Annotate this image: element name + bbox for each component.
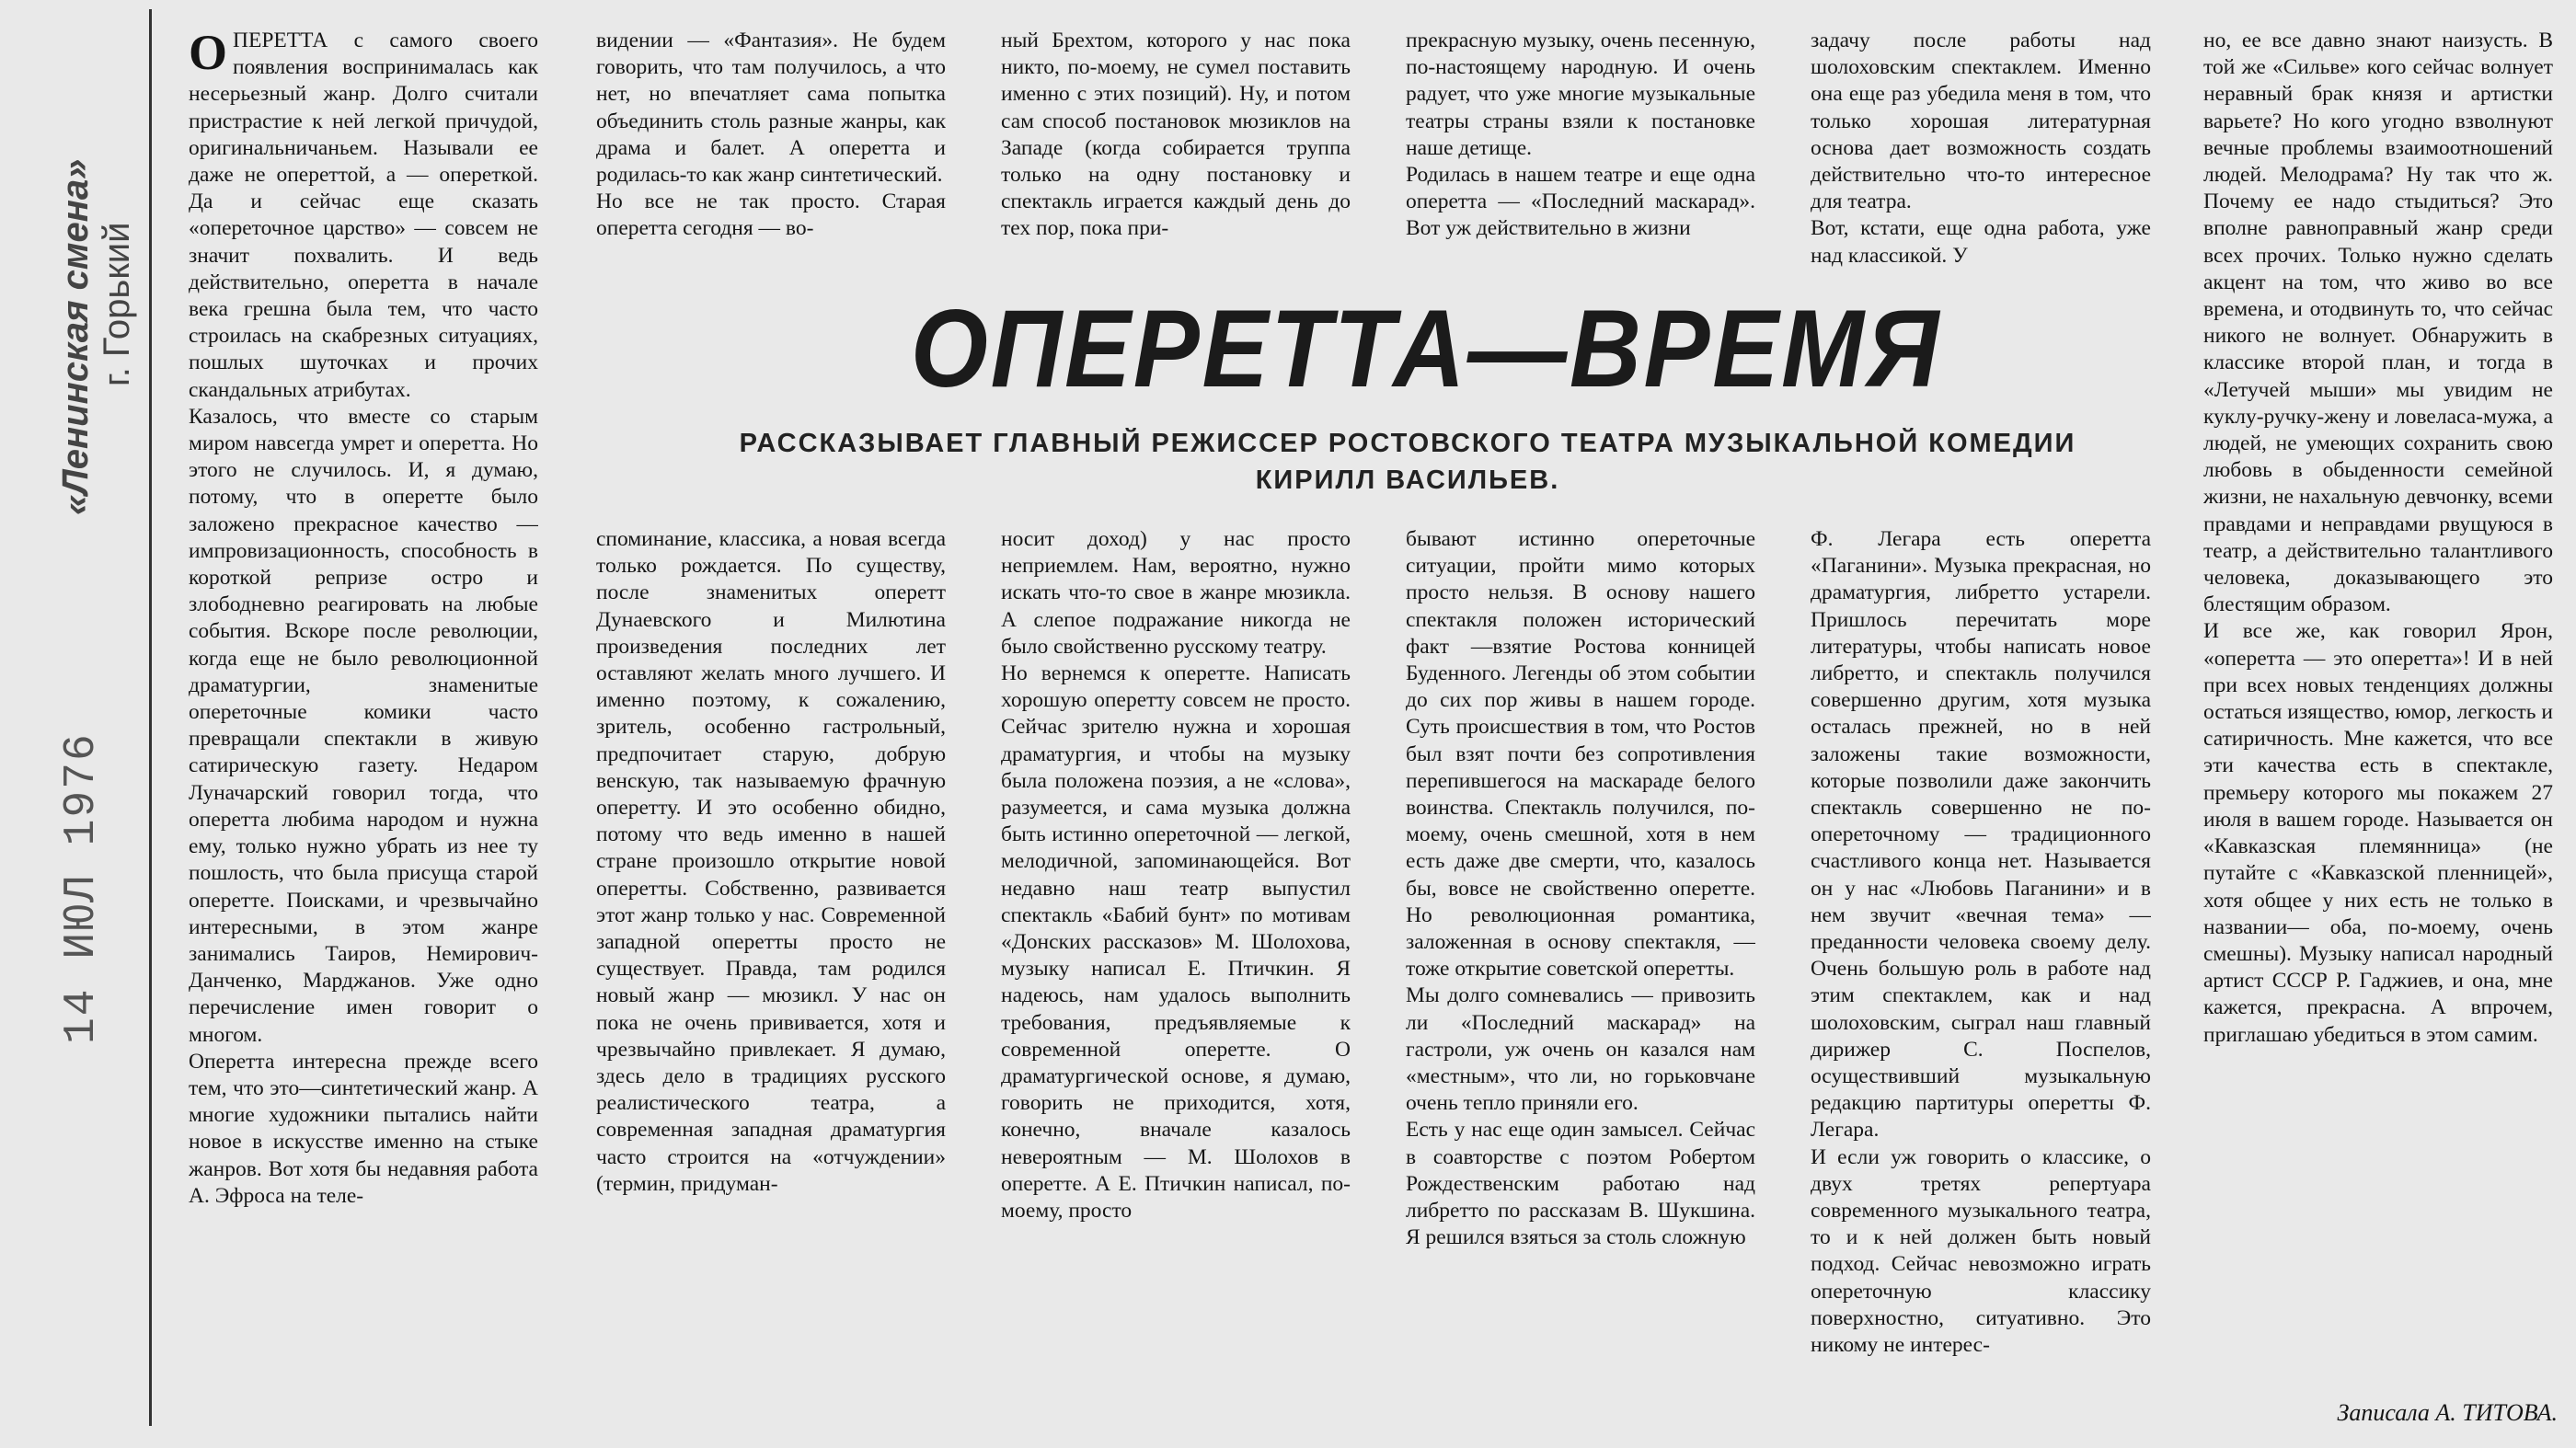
article-column-10: Ф. Легара есть оперетта «Паганини». Музыка прекрасная, но драматургия, либретто устарели. Пришлось перечитать море литературы, чтобы написать новое либретто, и спектакль получился совершенно другим, хотя музыка осталась прежней, но в ней заложены такие возможности, которые позволили даже закончить спектакль совершенно не по-опереточному — традиционного счастливого конца нет. Называется он у нас «Любовь Паганини» и в нем звучит «вечная тема» — преданности человека своему делу. Очень большую роль в работе над этим спектаклем, как и над шолоховским, сыграл наш главный дирижер С. Поспелов, осуществивший музыкальную редакцию партитуры оперетты Ф. Легара. И если уж говорить о классике, о двух третях репертуара современного музыкального театра, то и к ней должен быть новый подход. Сейчас невозможно играть опереточную классику поверхностно, ситуативно. Это никому не интерес- [1811,527,2151,1358]
article-signature: Записала А. ТИТОВА. [2337,1399,2558,1426]
article-column-8: носит доход) у нас просто неприемлем. Нам, вероятно, нужно искать что-то свое в жанре мюзикла. А слепое подражание никогда не было свойственно русскому театру. Но вернемся к оперетте. Написать хорошую оперетту совсем не просто. Сейчас зрителю нужна и хорошая драматургия, и чтобы на музыку была положена поэзия, а не «слова», разумеется, и сама музыка должна быть истинно опереточной — легкой, мелодичной, запоминающейся. Вот недавно наш театр выпустил спектакль «Бабий бунт» по мотивам «Донских рассказов» М. Шолохова, музыку написал Е. Птичкин. Я надеюсь, нам удалось выполнить требования, предъявляемые к современной оперетте. О драматургической основе, я думаю, говорить не приходится, хотя, конечно, вначале казалось невероятным — М. Шолохов в оперетте. А Е. Птичкин написал, по-моему, просто [1001,527,1351,1224]
city-label: г. Горький [97,222,137,386]
article-column-5: задачу после работы над шолоховским спектаклем. Именно она еще раз убедила меня в том, что только хорошая литературная основа дает возможность создать действительно что-то интересное для театра. Вот, кстати, еще одна работа, уже над классикой. У [1811,29,2151,268]
article-column-9: бывают истинно опереточные ситуации, пройти мимо которых просто нельзя. В основу нашего спектакля положен исторический факт —взятие Ростова конницей Буденного. Легенды об этом событии до сих пор живы в нашем городе. Суть происшествия в том, что Ростов был взят почти без сопротивления перепившегося на маскараде белого воинства. Спектакль получился, по-моему, очень смешной, хотя в нем есть даже две смерти, что, казалось бы, вовсе не свойственно оперетте. Но революционная романтика, заложенная в основу спектакля, — тоже открытие советской оперетты. Мы долго сомневались — привозить ли «Последний маскарад» на гастроли, уж очень он казался нам «местным», что ли, но горьковчане очень тепло приняли его. Есть у нас еще один замысел. Сейчас в соавторстве с поэтом Робертом Рождественским работаю над либретто по рассказам В. Шукшина. Я решился взяться за столь сложную [1406,527,1755,1250]
article-column-4: прекрасную музыку, очень песенную, по-настоящему народную. И очень радует, что уже многие музыкальные театры страны взяли к постановке наше детище. Родилась в нашем театре и еще одна оперетта — «Последний маскарад». Вот уж действительно в жизни [1406,29,1755,241]
article-column-7: споминание, классика, а новая всегда только рождается. По существу, после знаменитых оперетт Дунаевского и Милютина произведения последних лет оставляют желать много лучшего. И именно поэтому, к сожалению, зритель, особенно гастрольный, предпочитает старую, добрую венскую, так называемую фрачную оперетту. И это особенно обидно, потому что ведь именно в нашей стране произошло открытие новой оперетты. Собственно, развивается этот жанр только у нас. Современной западной оперетты просто не существует. Правда, там родился новый жанр — мюзикл. У нас он пока не очень прививается, хотя и чрезвычайно привлекает. Я думаю, здесь дело в традициях русского реалистического театра, а современная западная драматургия часто строится на «отчуждении» (термин, придуман- [596,527,946,1196]
article-subtitle: РАССКАЗЫВАЕТ ГЛАВНЫЙ РЕЖИССЕР РОСТОВСКОГО ТЕАТРА МУЗЫКАЛЬНОЙ КОМЕДИИ КИРИЛЛ ВАСИЛЬЕВ. [739,429,2076,495]
drop-cap: О [189,28,228,80]
article-headline: ОПЕРЕТТА—ВРЕМЯ [910,287,1942,410]
column-text: ПЕРЕТТА с самого своего появления воспринималась как несерьезный жанр. Долго считали пристрастие к ней легкой причудой, оригинальничаньем. Называли ее даже не опереттой, а — опереткой. Да и сейчас еще сказать «опереточное царство» — совсем не значит похвалить. И ведь действительно, оперетта в начале века грешна была тем, что часто строилась на скабрезных ситуациях, пошлых шуточках и прочих скандальных атрибутах. Казалось, что вместе со старым миром навсегда умрет и оперетта. Но этого не случилось. И, я думаю, потому, что в оперетте было заложено прекрасное качество — импровизационность, способность в короткой репризе остро и злободневно реагировать на любые события. Вскоре после революции, когда еще не было революционной драматургии, знаменитые опереточные комики часто превращали спектакли в живую сатирическую газету. Недаром Луначарский говорил тогда, что оперетта любима народом и нужна ему, только нужно убрать из нее ту пошлость, что была присуща старой оперетте. Поисками, и чрезвычайно интересными, в этом жанре занимались Таиров, Немирович-Данченко, Марджанов. Уже одно перечисление имен говорит о многом. Оперетта интересна прежде всего тем, что это—синтетический жанр. А многие художники пытались найти новое в искусстве именно на стыке жанров. Вот хотя бы недавняя работа А. Эфроса на теле- [189,29,538,1208]
article-column-3: ный Брехтом, которого у нас пока никто, по-моему, не сумел поставить именно с этих позиций). Ну, и потом сам способ постановок мюзиклов на Западе (когда собирается труппа только на одну постановку и спектакль играется каждый день до тех пор, пока при- [1001,29,1351,241]
article-column-6: но, ее все давно знают наизусть. В той же «Сильве» кого сейчас волнует неравный брак князя и артистки варьете? Но кого угодно взволнуют вечные проблемы взаимоотношений людей. Мелодрама? Ну так что ж. Почему ее надо стыдиться? Это вполне равноправный жанр среди всех прочих. Только нужно сделать акцент на том, что живо во все времена, и отодвинуть то, что сейчас никого не волнует. Обнаружить в классике второй план, и тогда в «Летучей мыши» мы увидим не куклу-ручку-жену и ловеласа-мужа, а людей, не умеющих сохранить свою любовь в обыденности семейной жизни, не нахальную девчонку, всеми правдами и неправдами рвущуюся в театр, а действительно талантливого человека, доказывающего это блестящим образом. И все же, как говорил Ярон, «оперетта — это оперетта»! И в ней при всех новых тенденциях должны остаться изящество, юмор, легкость и сатиричность. Мне кажется, что все эти качества есть в спектакле, премьеру которого мы покажем 27 июля в вашем городе. Называется он «Кавказская племянница» (не путайте с «Кавказской пленницей», хотя общее у них есть не только в названии— оба, по-моему, очень смешны). Музыку написал народный артист СССР Р. Гаджиев, и она, мне кажется, прекрасна. А впрочем, приглашаю убедиться в этом самим. [2203,29,2553,1047]
article-column-2: видении — «Фантазия». Не будем говорить, что там получилось, а что нет, но впечатляет сама попытка объединить столь разные жанры, как драма и балет. А оперетта и родилась-то как жанр синтетический. Но все не так просто. Старая оперетта сегодня — во- [596,29,946,241]
article-column-1 [189,28,538,1426]
left-margin-rule [149,9,152,1426]
date-stamp: 14 ИЮЛ 1976 [57,732,107,1044]
newspaper-name: «Ленинская смена» [55,158,96,515]
